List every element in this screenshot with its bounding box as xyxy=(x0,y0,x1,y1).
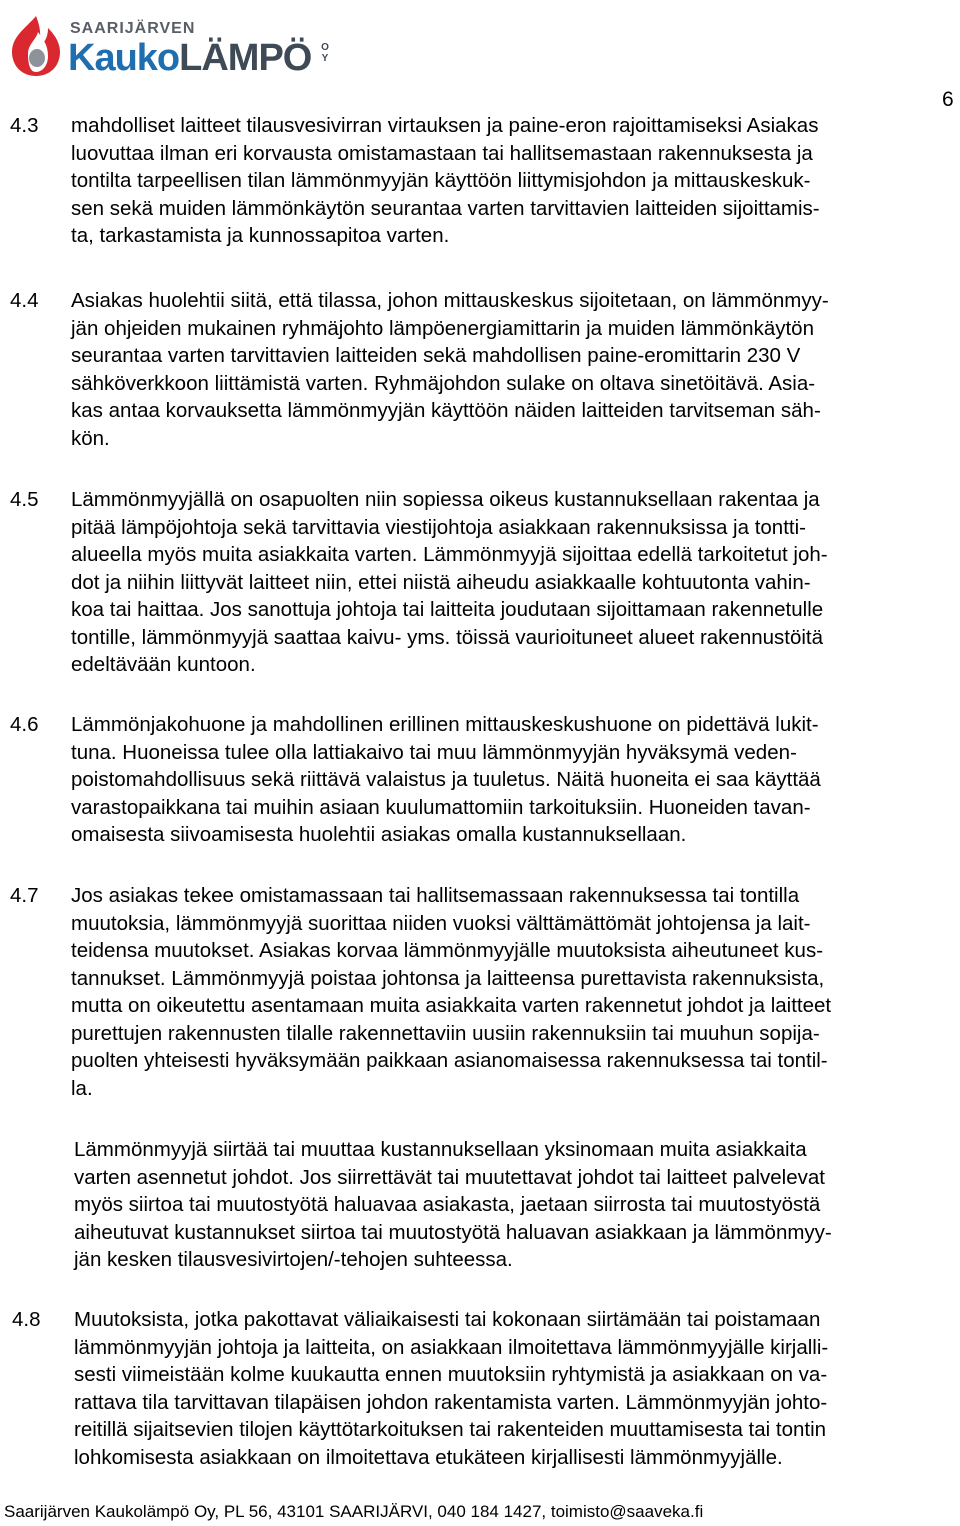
text-line: Lämmönmyyjä siirtää tai muuttaa kustannuksellaan yksinomaan muita asiakkaita xyxy=(74,1138,807,1161)
section-number: 4.4 xyxy=(10,289,39,312)
section-text xyxy=(74,1306,960,1471)
text-line: pitää lämpöjohtoja sekä tarvittavia viestijohtoja asiakkaan rakennuksissa ja tontti- xyxy=(71,515,806,539)
text-line: dot ja niihin liittyvät laitteet niin, ettei niistä aiheudu asiakkaalle kohtuutonta vahin- xyxy=(71,570,811,594)
text-line: reitillä sijaitsevien tilojen käyttötarkoituksen tai rakenteiden muuttamisesta tai tontin xyxy=(74,1418,827,1441)
text-line: alueella myös muita asiakkaita varten. Lämmönmyyjä sijoittaa edellä tarkoitetut joh- xyxy=(71,543,828,566)
text-line: edeltävään kuntoon. xyxy=(71,653,256,676)
logo-top-text: SAARIJÄRVEN xyxy=(70,20,196,37)
text-line: sesti viimeistään kolme kuukautta ennen muutoksiin ryhtymistä ja asiakkaan on va- xyxy=(74,1363,828,1386)
text-line: Asiakas huolehtii siitä, että tilassa, johon mittauskeskus sijoitetaan, on lämmönmyy- xyxy=(71,289,829,312)
text-line: tannukset. Lämmönmyyjä poistaa johtonsa ja laitteensa purettavista rakennuksista, xyxy=(71,966,825,990)
logo-oy-y: Y xyxy=(321,53,329,64)
text-line: luovuttaa ilman eri korvausta omistamastaan tai hallitsemastaan rakennuksesta ja xyxy=(71,141,813,165)
text-line: sähköverkkoon liittämistä varten. Ryhmäjohdon sulake on oltava sinetöitävä. Asia- xyxy=(71,371,816,395)
section-text xyxy=(71,486,957,679)
text-line: aiheutuvat kustannukset siirtoa tai muutostyötä haluavan asiakkaan ja lämmönmyy- xyxy=(74,1220,832,1244)
text-line: Lämmönmyyjällä on osapuolten niin sopiessa oikeus kustannuksellaan rakentaa ja xyxy=(71,488,820,511)
logo-oy xyxy=(318,42,332,64)
text-line: jän ohjeiden mukainen ryhmäjohto lämpöenergiamittarin ja muiden lämmönkäytön xyxy=(71,316,814,340)
section-text xyxy=(74,1136,960,1274)
text-line: seurantaa varten tarvittavien laitteiden sekä mahdollisen paine-eromittarin 230 V xyxy=(71,344,801,367)
section-number: 4.5 xyxy=(10,488,39,511)
logo-oy-o: O xyxy=(321,42,329,53)
text-line: ta, tarkastamista ja kunnossapitoa varten. xyxy=(71,224,450,247)
text-line: jän kesken tilausvesivirtojen/-tehojen suhteessa. xyxy=(74,1248,513,1271)
text-line: muutoksia, lämmönmyyjä suorittaa niiden vuoksi välttämättömät johtojensa ja lait- xyxy=(71,911,811,935)
text-line: Muutoksista, jotka pakottavat väliaikaisesti tai kokonaan siirtämään tai poistamaan xyxy=(74,1308,821,1331)
section-text xyxy=(71,882,957,1102)
page-number: 6 xyxy=(942,88,954,111)
text-line: myös siirtoa tai muutostyötä haluavaa asiakasta, jaetaan siirrosta tai muutostyöstä xyxy=(74,1193,821,1216)
company-logo xyxy=(6,14,336,84)
text-line: Lämmönjakohuone ja mahdollinen erillinen mittauskeskushuone on pidettävä lukit- xyxy=(71,713,819,736)
text-line: kön. xyxy=(71,426,110,450)
text-line: varastopaikkana tai muihin asiaan kuulumattomiin tarkoituksiin. Huoneiden tavan- xyxy=(71,795,811,819)
text-line: la. xyxy=(71,1076,93,1100)
text-line: mutta on oikeutettu asentamaan muita asiakkaita varten rakennetut johdot ja laitteet xyxy=(71,994,832,1017)
section-text xyxy=(71,287,957,452)
text-line: varten asennetut johdot. Jos siirrettävät tai muutettavat johdot tai laitteet palvelevat xyxy=(74,1165,825,1189)
logo-lampo: LÄMPÖ xyxy=(179,37,312,79)
logo-kauko: Kauko xyxy=(68,37,180,79)
text-line: sen sekä muiden lämmönkäytön seurantaa varten tarvittavien laitteiden sijoittamis- xyxy=(71,196,820,220)
text-line: kas antaa korvauksetta lämmönmyyjän käyttöön näiden laitteiden tarvitseman säh- xyxy=(71,399,821,422)
text-line: teidensa muutokset. Asiakas korvaa lämmönmyyjälle muutoksista aiheutuneet kus- xyxy=(71,939,824,962)
section-number: 4.7 xyxy=(10,884,39,907)
section-text xyxy=(71,112,957,250)
text-line: koa tai haittaa. Jos sanottuja johtoja tai laitteita joudutaan sijoittamaan rakennetulle xyxy=(71,598,824,621)
text-line: mahdolliset laitteet tilausvesivirran virtauksen ja paine-eron rajoittamiseksi Asiakas xyxy=(71,114,819,137)
text-line: tuna. Huoneissa tulee olla lattiakaivo tai muu lämmönmyyjän hyväksymä veden- xyxy=(71,740,797,764)
section-text xyxy=(71,711,957,849)
text-line: tontille, lämmönmyyjä saattaa kaivu- yms. töissä vaurioituneet alueet rakennustöitä xyxy=(71,625,824,649)
page-footer: Saarijärven Kaukolämpö Oy, PL 56, 43101 SAARIJÄRVI, 040 184 1427, toimisto@saaveka.fi xyxy=(4,1502,704,1521)
text-line: tontilta tarpeellisen tilan lämmönmyyjän käyttöön liittymisjohdon ja mittauskeskuk- xyxy=(71,169,811,192)
text-line: purettujen rakennusten tilalle rakennettaviin uusiin rakennuksiin tai muuhun sopija- xyxy=(71,1021,820,1045)
text-line: Jos asiakas tekee omistamassaan tai hallitsemassaan rakennuksessa tai tontilla xyxy=(71,884,800,907)
text-line: lämmönmyyjän johtoja ja laitteita, on asiakkaan ilmoitettava lämmönmyyjälle kirjalli- xyxy=(74,1335,829,1359)
section-number: 4.3 xyxy=(10,114,39,137)
text-line: poistomahdollisuus sekä riittävä valaistus ja tuuletus. Näitä huoneita ei saa käyttää xyxy=(71,768,821,791)
text-line: omaisesta siivoamisesta huolehtii asiakas omalla kustannuksellaan. xyxy=(71,823,687,846)
text-line: lohkomisesta asiakkaan on ilmoitettava etukäteen kirjallisesti lämmönmyyjälle. xyxy=(74,1445,783,1469)
logo-main-text xyxy=(68,38,311,78)
text-line: rattava tila tarvittavan tilapäisen johdon rakentamista varten. Lämmönmyyjän johto- xyxy=(74,1390,828,1414)
flame-icon xyxy=(6,14,64,78)
text-line: puolten yhteisesti hyväksymään paikkaan asianomaisessa rakennuksessa tai tontil- xyxy=(71,1049,828,1072)
section-number: 4.8 xyxy=(12,1308,41,1331)
section-number: 4.6 xyxy=(10,713,39,736)
